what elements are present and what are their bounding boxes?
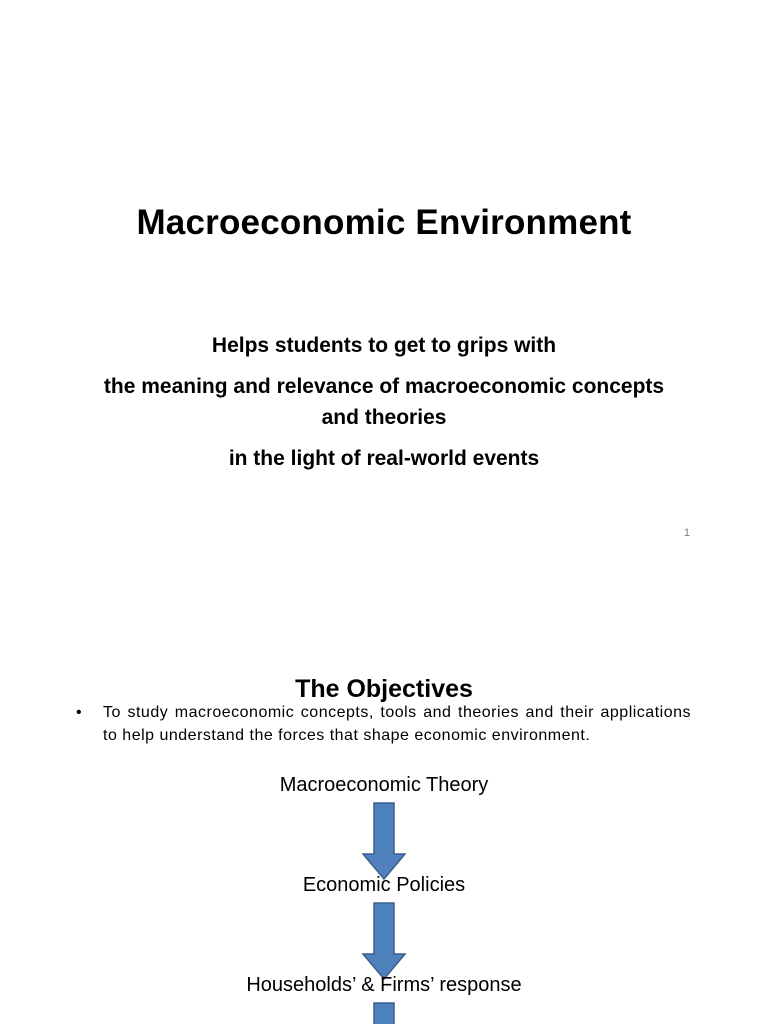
bullet-icon: • (76, 704, 83, 721)
objectives-list (76, 701, 691, 747)
down-arrow-icon (362, 802, 406, 880)
flow-step-macroeconomic-theory: Macroeconomic Theory (279, 774, 489, 796)
flow-step-economic-policies: Economic Policies (302, 874, 466, 896)
slide-1-subtitle (84, 330, 684, 484)
subtitle-line: in the light of real-world events (228, 447, 540, 470)
slide-2 (0, 576, 768, 1024)
subtitle-line: Helps students to get to grips with (211, 334, 557, 357)
slide-2-title: The Objectives (295, 674, 473, 703)
down-arrow-icon (362, 1002, 406, 1024)
list-item (76, 701, 691, 747)
subtitle-line: the meaning and relevance of macroeconomic concepts and theories (103, 375, 665, 429)
down-arrow-icon (362, 902, 406, 980)
bullet-text: To study macroeconomic concepts, tools and theories and their applications to help understand the forces that shape economic environment. (103, 704, 691, 744)
slide-1-title: Macroeconomic Environment (136, 203, 632, 243)
flow-step-households-firms-response: Households’ & Firms’ response (246, 974, 522, 996)
page-number: 1 (683, 527, 690, 539)
